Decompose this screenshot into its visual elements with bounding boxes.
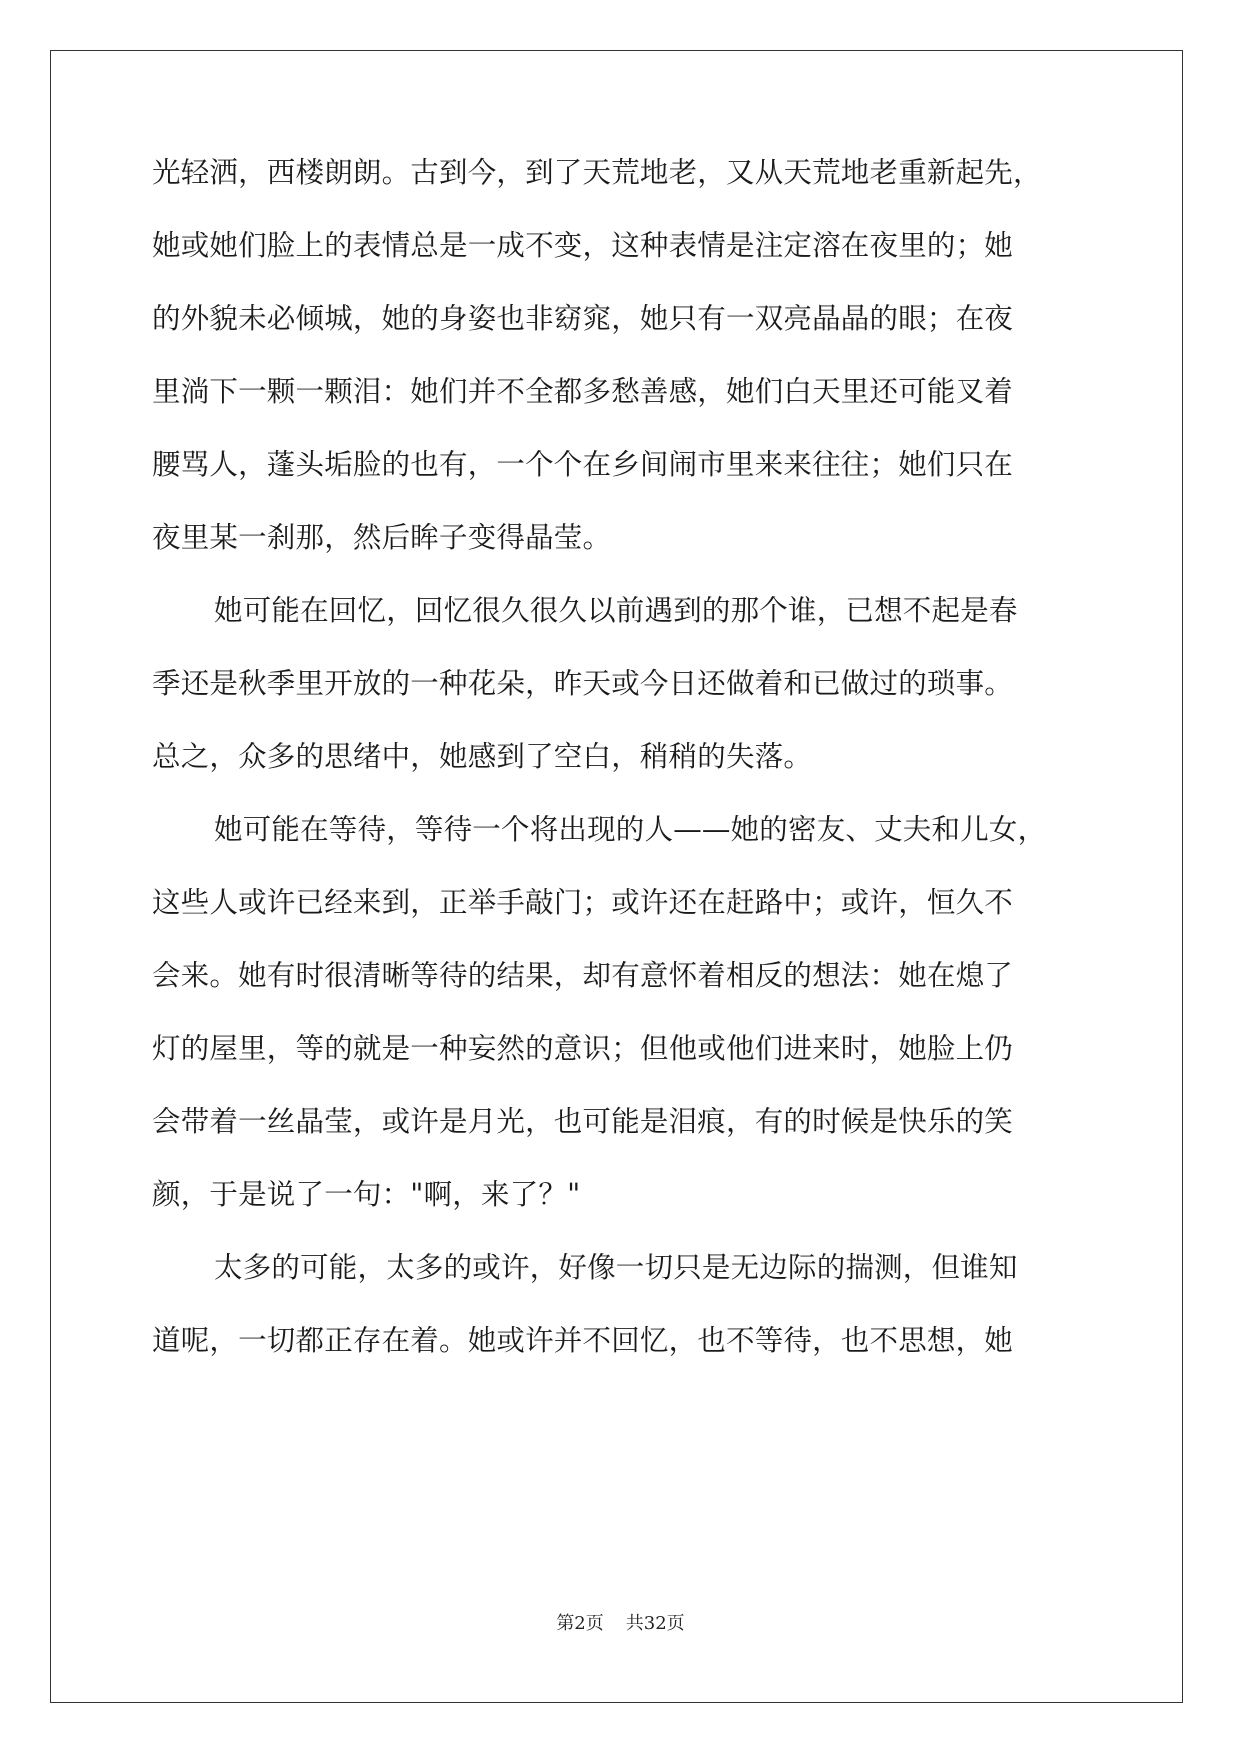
text-line: 光轻洒，西楼朗朗。古到今，到了天荒地老，又从天荒地老重新起先， [152,156,1042,189]
text-line: 总之，众多的思绪中，她感到了空白，稍稍的失落。 [152,740,813,773]
text-line: 道呢，一切都正存在着。她或许并不回忆，也不等待，也不思想，她 [152,1324,1014,1357]
text-line: 夜里某一刹那，然后眸子变得晶莹。 [152,521,612,554]
paragraph-first-line: 她可能在回忆，回忆很久很久以前遇到的那个谁，已想不起是春 [214,594,1018,627]
text-line: 会来。她有时很清晰等待的结果，却有意怀着相反的想法：她在熄了 [152,959,1014,992]
page-border [50,50,1183,1703]
text-line: 灯的屋里，等的就是一种妄然的意识；但他或他们进来时，她脸上仍 [152,1032,1014,1065]
page-number: 第2页 [556,1613,604,1634]
text-line: 颜，于是说了一句："啊，来了？" [152,1178,581,1211]
text-line: 季还是秋季里开放的一种花朵，昨天或今日还做着和已做过的琐事。 [152,667,1014,700]
text-line: 里淌下一颗一颗泪：她们并不全都多愁善感，她们白天里还可能叉着 [152,375,1014,408]
paragraph-first-line: 太多的可能，太多的或许，好像一切只是无边际的揣测，但谁知 [214,1251,1018,1284]
text-line: 这些人或许已经来到，正举手敲门；或许还在赶路中；或许，恒久不 [152,886,1014,919]
page-total: 共32页 [625,1613,685,1634]
text-line: 会带着一丝晶莹，或许是月光，也可能是泪痕，有的时候是快乐的笑 [152,1105,1014,1138]
page-footer [0,1613,1241,1635]
text-line: 的外貌未必倾城，她的身姿也非窈窕，她只有一双亮晶晶的眼；在夜 [152,302,1014,335]
text-line: 她或她们脸上的表情总是一成不变，这种表情是注定溶在夜里的；她 [152,229,1014,262]
text-line: 腰骂人，蓬头垢脸的也有，一个个在乡间闹市里来来往往；她们只在 [152,448,1014,481]
paragraph-first-line: 她可能在等待，等待一个将出现的人——她的密友、丈夫和儿女， [214,813,1047,846]
